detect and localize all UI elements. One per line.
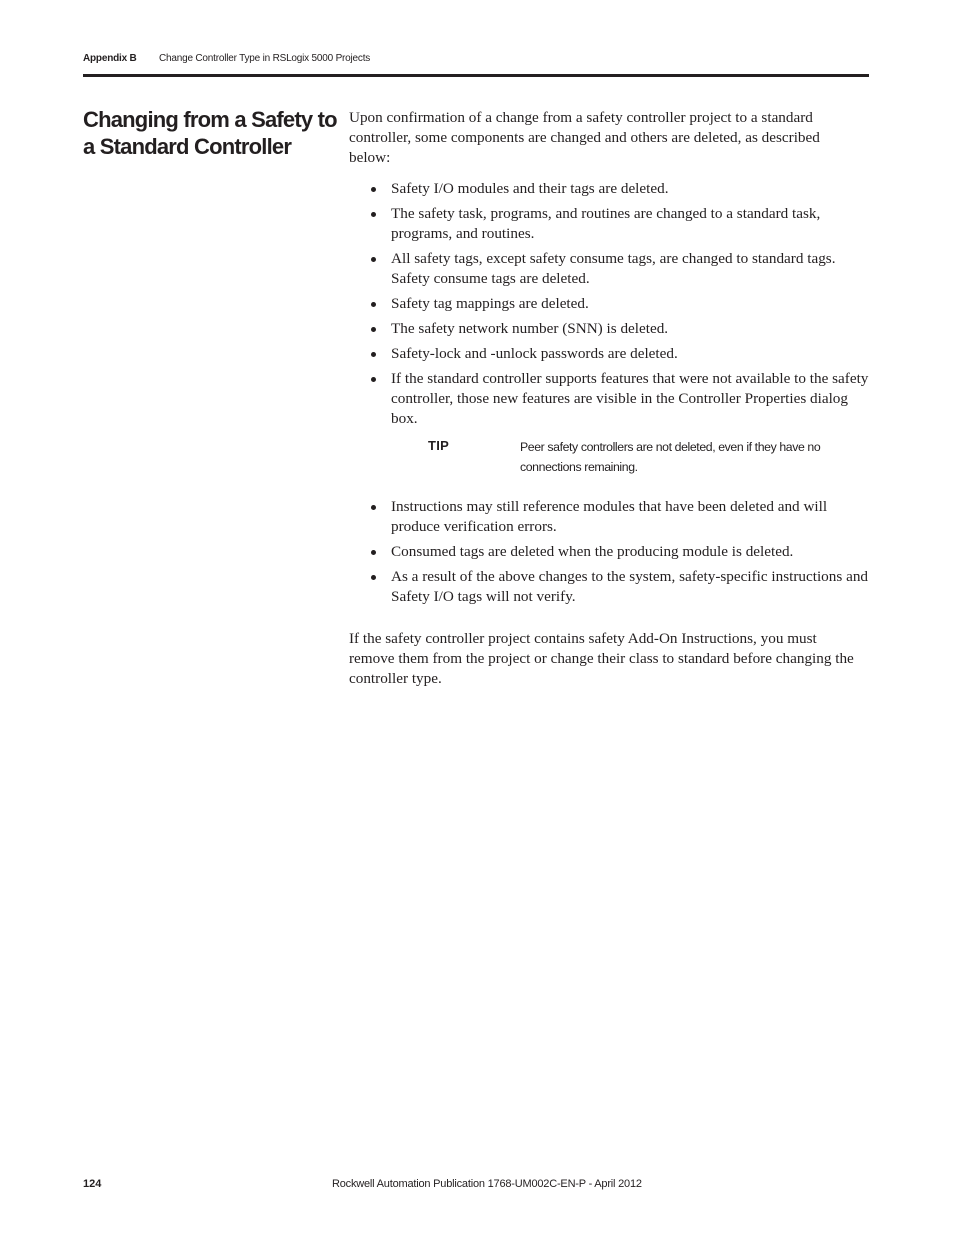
list-item (349, 319, 869, 339)
bullet-icon (371, 327, 376, 332)
section-heading: Changing from a Safety to a Standard Controller (83, 107, 337, 159)
list-item (349, 497, 869, 537)
bullet-icon (371, 505, 376, 510)
list-item (349, 294, 869, 314)
bullet-icon (371, 550, 376, 555)
page-number: 124 (83, 1178, 102, 1190)
list-item-text: Safety-lock and -unlock passwords are deleted. (391, 345, 678, 362)
list-item-text: The safety task, programs, and routines are changed to a standard task, programs, and routines. (391, 205, 821, 242)
bullet-icon (371, 575, 376, 580)
bullet-list-first (349, 179, 869, 434)
bullet-icon (371, 352, 376, 357)
tip-text: Peer safety controllers are not deleted, even if they have no connections remaining. (520, 440, 821, 474)
bullet-icon (371, 302, 376, 307)
appendix-label: Appendix B (83, 53, 137, 64)
list-item (349, 249, 869, 289)
list-item (349, 344, 869, 364)
header-rule (83, 74, 869, 77)
running-header (83, 53, 371, 64)
list-item-text: As a result of the above changes to the system, safety-specific instructions and Safety I/O tags will not verify. (391, 568, 869, 605)
bullet-icon (371, 212, 376, 217)
list-item-text: If the standard controller supports features that were not available to the safety controller, those new features are visible in the Controller Properties dialog box. (391, 370, 869, 427)
list-item (349, 204, 869, 244)
publication-footer: Rockwell Automation Publication 1768-UM002C-EN-P - April 2012 (332, 1178, 642, 1190)
bullet-icon (371, 187, 376, 192)
list-item-text: Safety tag mappings are deleted. (391, 295, 589, 312)
list-item (349, 567, 869, 607)
chapter-title: Change Controller Type in RSLogix 5000 Projects (159, 53, 371, 64)
intro-paragraph: Upon confirmation of a change from a safety controller project to a standard controller, some components are changed and others are deleted, as described below: (349, 109, 820, 166)
list-item-text: All safety tags, except safety consume tags, are changed to standard tags. Safety consume tags are deleted. (391, 250, 836, 287)
bullet-list-second (349, 497, 869, 612)
list-item-text: Safety I/O modules and their tags are deleted. (391, 180, 669, 197)
tip-label: TIP (428, 438, 450, 453)
list-item (349, 542, 869, 562)
closing-paragraph: If the safety controller project contains safety Add-On Instructions, you must remove them from the project or change their class to standard before changing the controller type. (349, 630, 854, 687)
list-item-text: Instructions may still reference modules that have been deleted and will produce verification errors. (391, 498, 828, 535)
bullet-icon (371, 377, 376, 382)
bullet-icon (371, 257, 376, 262)
list-item-text: The safety network number (SNN) is deleted. (391, 320, 669, 337)
list-item-text: Consumed tags are deleted when the producing module is deleted. (391, 543, 794, 560)
list-item (349, 369, 869, 429)
list-item (349, 179, 869, 199)
